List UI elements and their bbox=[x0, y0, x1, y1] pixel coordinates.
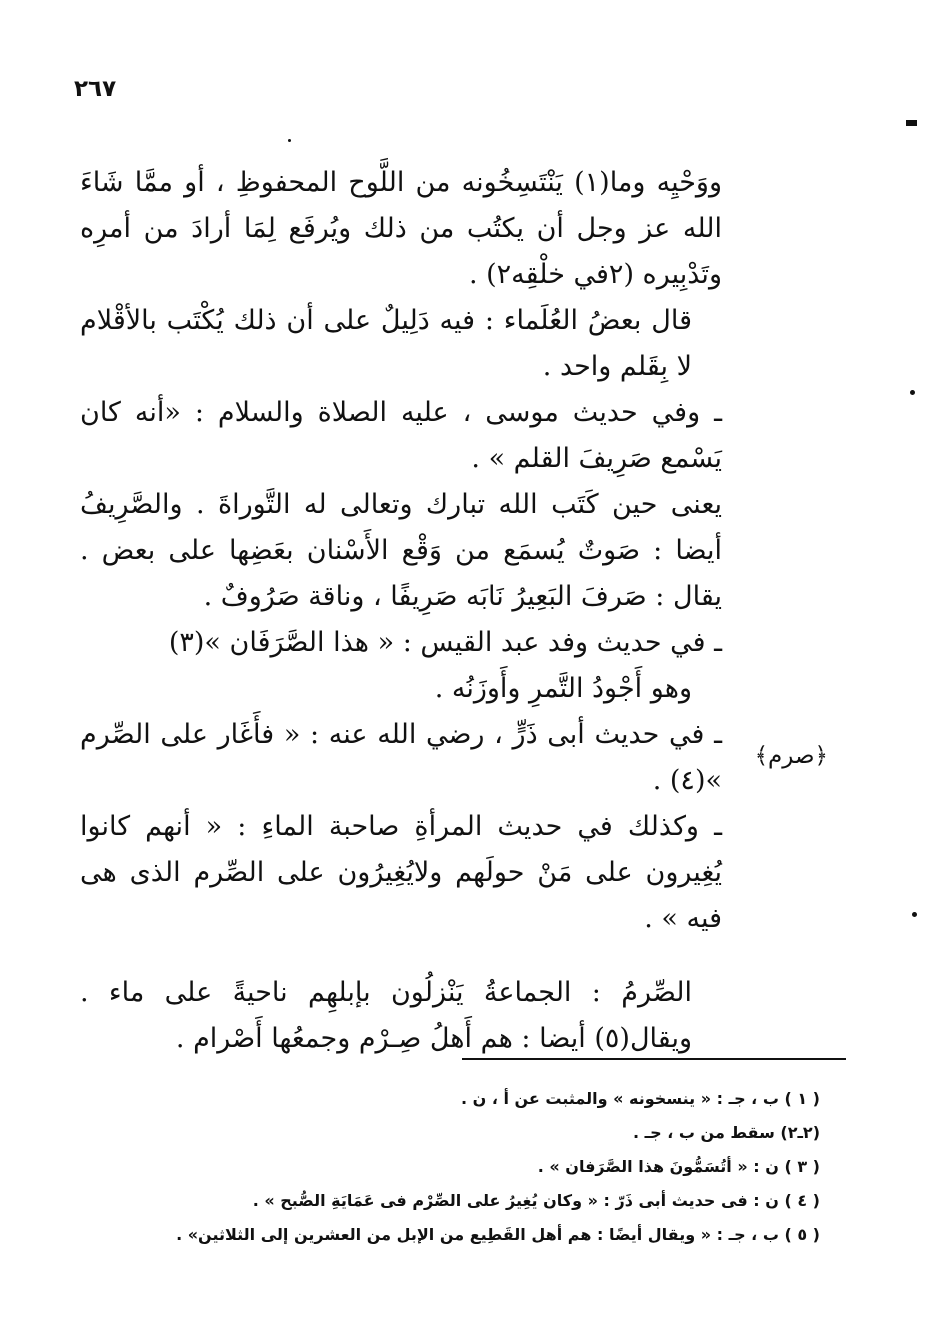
footnote-divider bbox=[462, 1058, 846, 1060]
paragraph: ـ وكذلك في حديث المرأةِ صاحبة الماءِ : « أنهم كانوا يُغِيرون على مَنْ حولَهم ولايُغِيرُون على الصِّرم الذى هى فيه » . bbox=[80, 811, 722, 934]
margin-dot bbox=[910, 390, 915, 395]
footnote: (٢ـ٢) سقط من ب ، جـ . bbox=[633, 1123, 820, 1142]
paragraph: ـ في حديث وفد عبد القيس : « هذا الصَّرَفَان »(٣) bbox=[168, 627, 722, 658]
footnote: ( ١ ) ب ، جـ : « ينسخونه » والمثبت عن أ ، ن . bbox=[460, 1089, 820, 1108]
paragraph: وهو أَجْودُ التَّمرِ وأَوزَنُه . bbox=[434, 673, 692, 704]
paragraph: الصِّرمُ : الجماعةُ يَنْزلُون بإبلهِم ناحيةً على ماء . ويقال(٥) أيضا : هم أَهلُ صِـرْم وجمعُها أَصْرام . bbox=[80, 977, 692, 1054]
footnotes bbox=[176, 1082, 820, 1252]
paragraph: يعنى حين كَتَب الله تبارك وتعالى له التَّوراةَ . والصَّرِيفُ أيضا : صَوتٌ يُسمَع من وَقْع الأَسْنان بعَضِها على بعض . يقال : صَرفَ البَعِيرُ نَابَه صَرِيفًا ، وناقة صَرُوفٌ . bbox=[80, 489, 722, 612]
page-number: ٢٦٧ bbox=[74, 76, 117, 102]
paragraph: ووَحْيِه وما(١) يَنْتَسِخُونه من اللَّوح المحفوظِ ، أو ممَّا شَاءَ الله عز وجل أن يكتُب من ذلك ويُرفَع لِمَا أرادَ من أمرِه وتَدْبِيره (٢في خلْقِه٢) . bbox=[80, 167, 722, 290]
main-text bbox=[80, 160, 722, 1062]
footnote: ( ٤ ) ن : فى حديث أبى ذَرّ : « وكان يُغِيرُ على الصِّرْم فى عَمَايَةِ الصُّبح » . bbox=[252, 1191, 820, 1210]
paragraph: ـ في حديث أبى ذَرٍّ ، رضي الله عنه : « فأَغَار على الصِّرم »(٤) . bbox=[80, 719, 722, 796]
footnote: ( ٣ ) ن : « أتُسَمُّونَ هذا الصَّرَفان » . bbox=[537, 1157, 820, 1176]
entry-headword: ﴿صرم﴾ bbox=[754, 743, 828, 769]
paragraph: ـ وفي حديث موسى ، عليه الصلاة والسلام : «أنه كان يَسْمع صَرِيفَ القلم » . bbox=[80, 397, 722, 474]
paragraph: قال بعضُ العُلَماء : فيه دَلِيلٌ على أن ذلك يُكْتَب بالأقْلام لا بِقَلم واحد . bbox=[80, 305, 692, 382]
paragraph-gap bbox=[80, 942, 722, 970]
margin-mark bbox=[906, 120, 917, 126]
footnote: ( ٥ ) ب ، جـ : « ويقال أيضًا : هم أهل القَطِيع من الإبل من العشرين إلى الثلاثين» . bbox=[176, 1225, 820, 1244]
scan-speck bbox=[288, 139, 291, 142]
margin-dot bbox=[912, 912, 917, 917]
